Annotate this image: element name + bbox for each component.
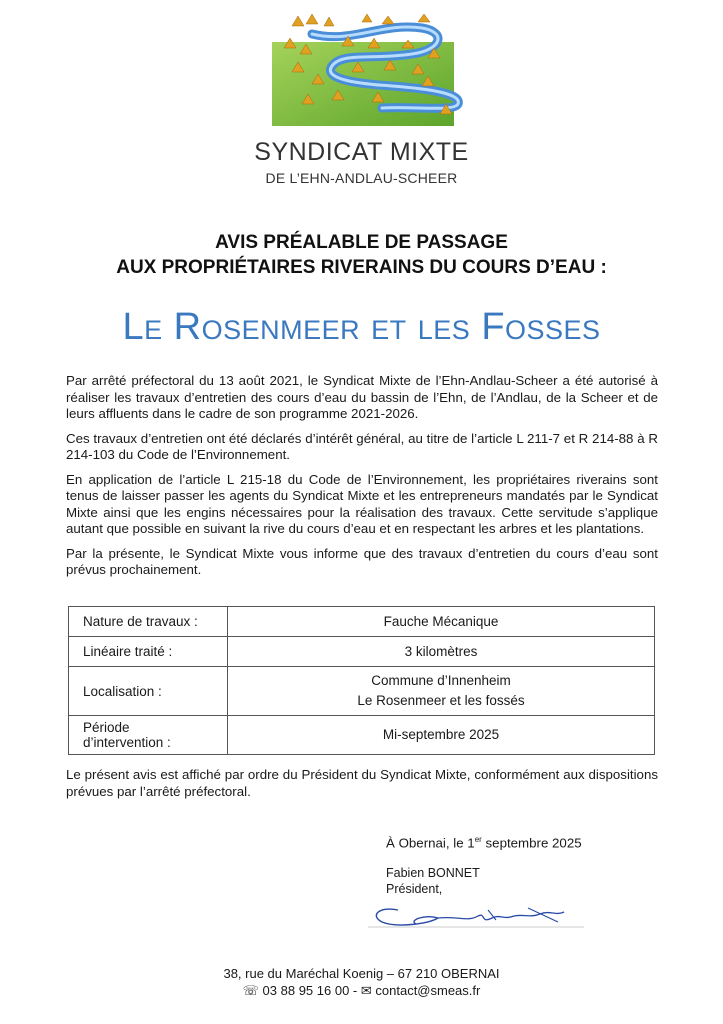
paragraph: Par la présente, le Syndicat Mixte vous informe que des travaux d’entretien du cours d’eau sont prévus prochainement. bbox=[66, 545, 658, 577]
mail-icon: ✉ bbox=[360, 983, 372, 998]
org-subtitle: DE L’EHN-ANDLAU-SCHEER bbox=[265, 170, 458, 186]
place-date-suffix: septembre 2025 bbox=[481, 835, 582, 851]
table-row bbox=[69, 607, 655, 637]
footer-email[interactable]: contact@smeas.fr bbox=[375, 983, 481, 998]
row-label: Linéaire traité : bbox=[69, 637, 228, 667]
syndicat-logo bbox=[272, 14, 464, 126]
notice-body bbox=[66, 373, 658, 587]
paragraph: En application de l’article L 215-18 du Code de l’Environnement, les propriétaires riverains sont tenus de laisser passer les agents du Syndicat Mixte et les entrepreneurs mandatés par le Syndicat Mixte ainsi que les engins nécessaires pour la réalisation des travaux. Cette servitude s’applique autant que possible en suivant la rive du cours d’eau et en respectant les arbres et les plantations. bbox=[66, 471, 658, 536]
footer bbox=[0, 965, 723, 999]
paragraph: Ces travaux d’entretien ont été déclarés d’intérêt général, au titre de l’article L 211-7 et R 214-88 à R 214-103 du Code de l’Environnement. bbox=[66, 430, 658, 462]
table-row bbox=[69, 716, 655, 755]
works-table bbox=[68, 606, 655, 755]
signatory bbox=[386, 865, 480, 897]
table-row bbox=[69, 667, 655, 716]
heading-line-2: AUX PROPRIÉTAIRES RIVERAINS DU COURS D’EAU : bbox=[116, 257, 607, 278]
location-commune: Commune d’Innenheim bbox=[371, 673, 511, 688]
paragraph: Par arrêté préfectoral du 13 août 2021, le Syndicat Mixte de l’Ehn-Andlau-Scheer a été autorisé à réaliser les travaux d’entretien des cours d’eau du bassin de l’Ehn, de l’Andlau, de la Scheer et de leurs affluents dans le cadre de son programme 2021-2026. bbox=[66, 373, 658, 421]
place-date-prefix: À Obernai, le 1 bbox=[386, 835, 475, 851]
signatory-role: Président, bbox=[386, 882, 443, 896]
footer-address: 38, rue du Maréchal Koenig – 67 210 OBERNAI bbox=[223, 966, 500, 981]
row-label: Période d’intervention : bbox=[69, 716, 228, 755]
place-date bbox=[386, 831, 582, 851]
date-ordinal: er bbox=[474, 835, 482, 844]
notice-title: Le Rosenmeer et les Fosses bbox=[122, 306, 601, 348]
notice-heading bbox=[0, 230, 723, 280]
row-label: Nature de travaux : bbox=[69, 607, 228, 637]
org-name: SYNDICAT MIXTE bbox=[254, 138, 469, 166]
footer-phone: 03 88 95 16 00 bbox=[262, 983, 350, 998]
row-value: Fauche Mécanique bbox=[228, 607, 655, 637]
heading-line-1: AVIS PRÉALABLE DE PASSAGE bbox=[215, 232, 508, 253]
handwritten-signature bbox=[368, 896, 584, 930]
row-value: 3 kilomètres bbox=[228, 637, 655, 667]
location-site: Le Rosenmeer et les fossés bbox=[357, 693, 525, 708]
row-value: Mi-septembre 2025 bbox=[228, 716, 655, 755]
phone-icon: ☏ bbox=[242, 983, 259, 998]
footer-separator: - bbox=[349, 983, 361, 998]
row-value bbox=[228, 667, 655, 716]
signatory-name: Fabien BONNET bbox=[386, 866, 480, 880]
row-label: Localisation : bbox=[69, 667, 228, 716]
closing-paragraph: Le présent avis est affiché par ordre du Président du Syndicat Mixte, conformément aux dispositions prévues par l’arrêté préfectoral. bbox=[66, 767, 658, 799]
table-row bbox=[69, 637, 655, 667]
footer-contact bbox=[0, 982, 723, 999]
